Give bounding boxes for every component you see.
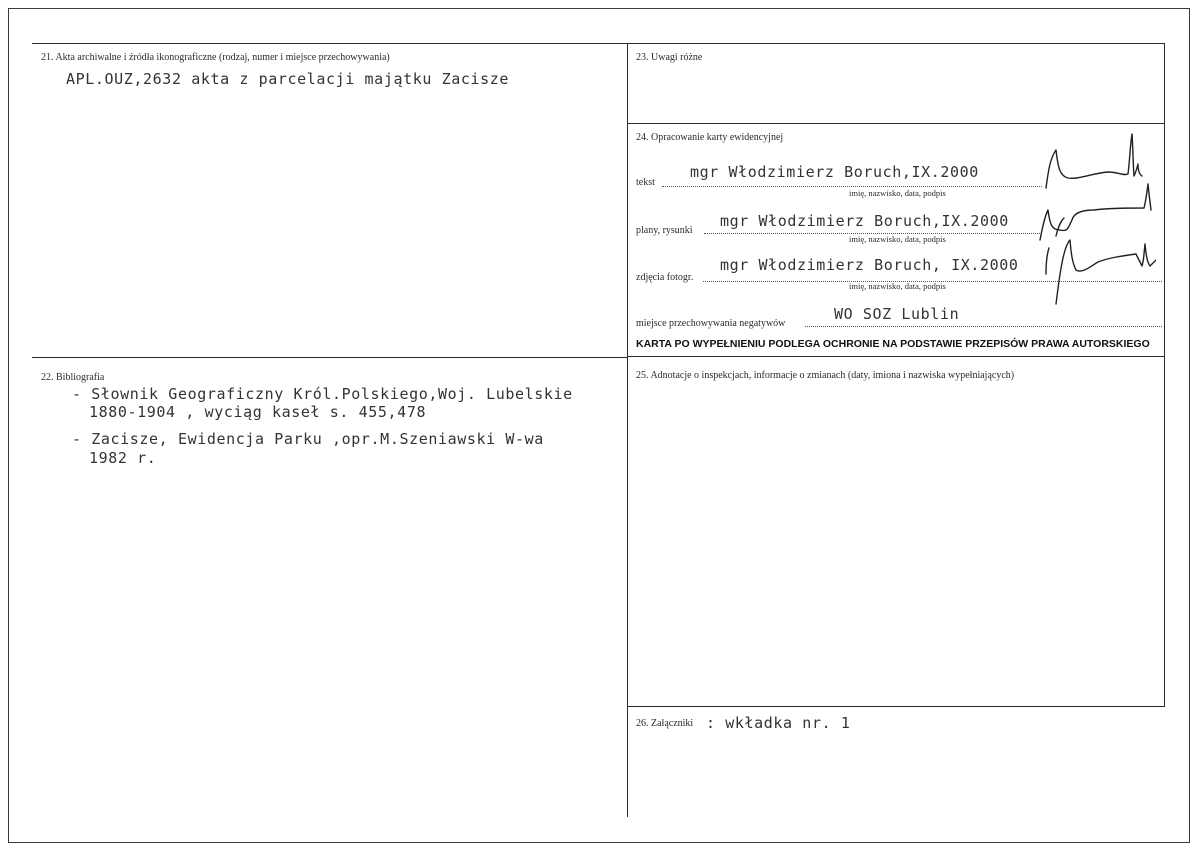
row-plany-caption: imię, nazwisko, data, podpis <box>849 234 946 244</box>
section-26-label: 26. Załączniki <box>636 718 694 729</box>
section-24-label: 24. Opracowanie karty ewidencyjnej <box>636 132 784 143</box>
bibliography-entry-2-line-1: - Zacisze, Ewidencja Parku ,opr.M.Szeniawski W-wa <box>72 430 544 448</box>
row-zdjecia-value: mgr Włodzimierz Boruch, IX.2000 <box>720 256 1019 274</box>
row-zdjecia-label: zdjęcia fotogr. <box>636 272 694 283</box>
section-divider-right-25 <box>627 356 1165 357</box>
row-tekst-caption: imię, nazwisko, data, podpis <box>849 188 946 198</box>
center-divider <box>627 43 628 817</box>
copyright-notice: KARTA PO WYPEŁNIENIU PODLEGA OCHRONIE NA PODSTAWIE PRZEPISÓW PRAWA AUTORSKIEGO <box>636 338 1150 350</box>
negatives-value: WO SOZ Lublin <box>834 305 960 323</box>
row-tekst-value: mgr Włodzimierz Boruch,IX.2000 <box>690 163 979 181</box>
negatives-label: miejsce przechowywania negatywów <box>636 318 786 329</box>
bibliography-entry-2-line-2: 1982 r. <box>89 449 157 467</box>
row-tekst-label: tekst <box>636 177 655 188</box>
section-21-label: 21. Akta archiwalne i źródła ikonograficzne (rodzaj, numer i miejsce przechowywania) <box>41 52 390 63</box>
signature-zdjecia <box>1026 234 1156 309</box>
top-rule <box>32 43 1165 44</box>
section-divider-right-26 <box>627 706 1165 707</box>
row-plany-label: plany, rysunki <box>636 225 693 236</box>
card-frame <box>8 8 1190 843</box>
negatives-dots <box>805 326 1162 327</box>
section-divider-right-23 <box>627 123 1165 124</box>
bibliography-entry-1-line-2: 1880-1904 , wyciąg kaseł s. 455,478 <box>89 403 427 421</box>
right-edge-rule <box>1164 43 1165 707</box>
row-zdjecia-caption: imię, nazwisko, data, podpis <box>849 281 946 291</box>
row-tekst-dots <box>662 186 1042 187</box>
section-26-value: : wkładka nr. 1 <box>706 714 851 732</box>
section-divider-left <box>32 357 628 358</box>
section-21-value: APL.OUZ,2632 akta z parcelacji majątku Zacisze <box>66 70 510 88</box>
bibliography-entry-1-line-1: - Słownik Geograficzny Król.Polskiego,Woj. Lubelskie <box>72 385 573 403</box>
row-plany-value: mgr Włodzimierz Boruch,IX.2000 <box>720 212 1009 230</box>
section-23-label: 23. Uwagi różne <box>636 52 703 63</box>
section-22-label: 22. Bibliografia <box>41 372 105 383</box>
section-25-label: 25. Adnotacje o inspekcjach, informacje o zmianach (daty, imiona i nazwiska wypełniających) <box>636 370 1015 381</box>
